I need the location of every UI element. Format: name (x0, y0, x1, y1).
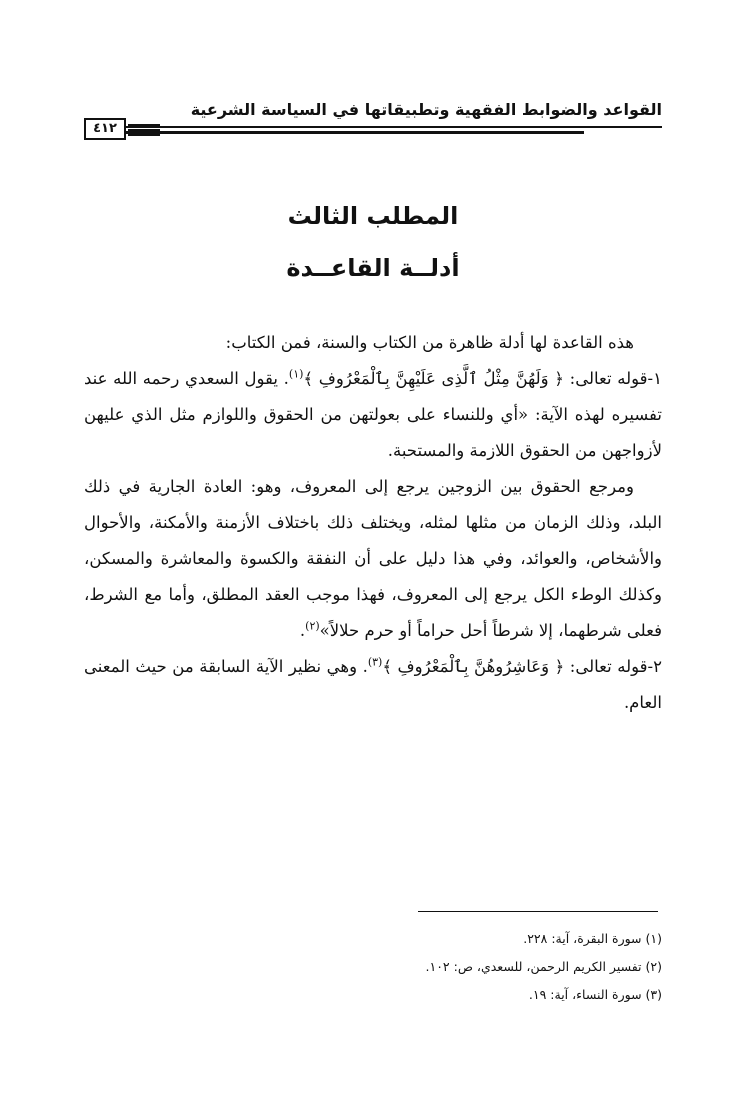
footnote-ref-1: (١) (288, 367, 304, 381)
footnotes (84, 925, 662, 1009)
footnote-ref-2: (٢) (305, 619, 320, 633)
item-2-text: . وهي نظير الآية السابقة من حيث المعنى العام. (84, 657, 662, 712)
header-rule-top (84, 126, 662, 128)
footnote-1: (١) سورة البقرة، آية: ٢٢٨. (523, 931, 662, 946)
footnote-separator (418, 911, 658, 912)
footnote-2: (٢) تفسير الكريم الرحمن، للسعدي، ص: ١٠٢. (425, 959, 662, 974)
page-number: ٤١٢ (84, 118, 126, 140)
body-text (84, 325, 662, 721)
item-1-prefix: ١-قوله تعالى: (563, 369, 662, 388)
section-subtitle: أدلــة القاعــدة (286, 254, 460, 282)
evidence-item-1 (84, 361, 662, 469)
page-header (84, 100, 662, 144)
section-title: المطلب الثالث (287, 202, 459, 230)
footnote-ref-3: (٣) (367, 655, 383, 669)
item-2-verse: ﴿ وَعَاشِرُوهُنَّ بِٱلْمَعْرُوفِ ﴾ (382, 657, 565, 676)
footnote-3: (٣) سورة النساء، آية: ١٩. (528, 987, 662, 1002)
item-1-text: . يقول السعدي رحمه الله عند تفسيره لهذه الآية: «أي وللنساء على بعولتهن من الحقوق واللوازم مثل الذي عليهن لأزواجهن من الحقوق اللازمة والمستحبة. (84, 369, 662, 460)
intro-paragraph: هذه القاعدة لها أدلة ظاهرة من الكتاب والسنة، فمن الكتاب: (225, 333, 634, 352)
paragraph-2-text: ومرجع الحقوق بين الزوجين يرجع إلى المعروف، وهو: العادة الجارية في ذلك البلد، وذلك الزمان من مثلها لمثله، ويختلف ذلك باختلاف الأزمنة والأمكنة، والأحوال والأشخاص، والعوائد، وفي هذا دليل على أن النفقة والكسوة والمعاشرة والمسكن، وكذلك الوطء الكل يرجع إلى المعروف، فهذا موجب العقد المطلق، وأما مع الشرط، فعلى شرطهما، إلا شرطاً أحل حراماً أو حرم حلالاً» (84, 477, 662, 640)
running-title: القواعد والضوابط الفقهية وتطبيقاتها في السياسة الشرعية (190, 100, 662, 119)
paragraph-2 (84, 469, 662, 649)
item-2-prefix: ٢-قوله تعالى: (564, 657, 662, 676)
item-1-verse: ﴿ وَلَهُنَّ مِثْلُ ٱلَّذِى عَلَيْهِنَّ بِٱلْمَعْرُوفِ ﴾ (303, 369, 564, 388)
paragraph-2-end: . (299, 621, 306, 640)
evidence-item-2 (84, 649, 662, 721)
page-number-ornament (128, 124, 160, 139)
